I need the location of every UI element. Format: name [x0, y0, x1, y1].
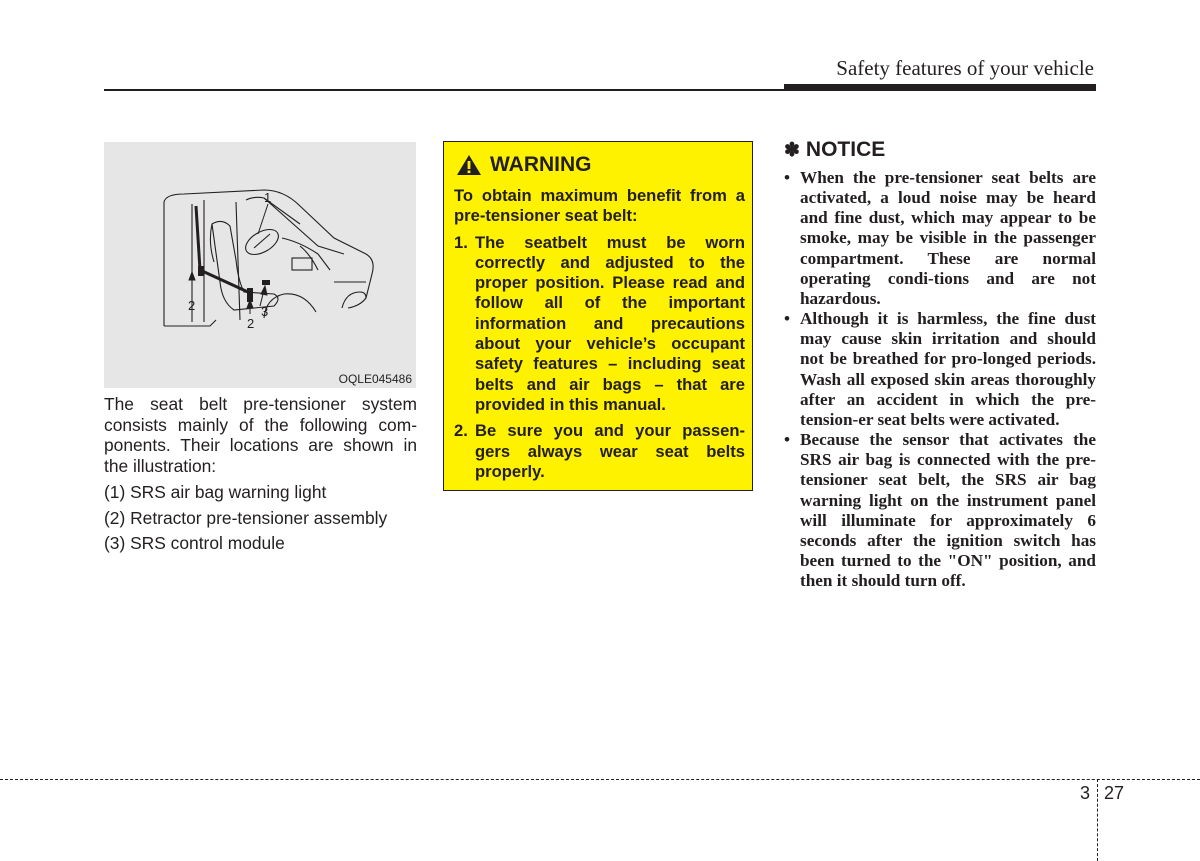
warning-intro: To obtain maximum benefit from a pre-tensioner seat belt:	[454, 186, 745, 226]
notice-list-item	[784, 309, 1096, 430]
callout-3: 3	[261, 304, 269, 319]
warning-body	[454, 186, 745, 488]
warning-box	[443, 141, 753, 491]
notice-item-text: Because the sensor that activates the SRS air bag is connected with the pre-tensioner seat belt, the SRS air bag warning light on the instrument panel will illuminate for approximately 6 seconds after the ignition switch has been turned to the "ON" position, and then it should turn off.	[800, 430, 1096, 591]
warning-item-text: Be sure you and your passen-gers always wear seat belts properly.	[475, 421, 745, 481]
warning-triangle-icon	[456, 154, 482, 176]
notice-star-icon: ✽	[784, 139, 800, 161]
page-header-title: Safety features of your vehicle	[836, 56, 1094, 80]
bullet-icon: •	[784, 309, 791, 329]
car-interior-drawing	[104, 142, 416, 388]
warning-title: WARNING	[490, 153, 592, 176]
callout-2b: 2	[247, 316, 255, 331]
figure-code: OQLE045486	[338, 372, 412, 386]
seatbelt-pretensioner-illustration	[104, 142, 416, 388]
body-text-left	[104, 394, 417, 559]
notice-item-text: When the pre-tensioner seat belts are activated, a loud noise may be heard and fine dust, which may appear to be smoke, may be visible in the passenger compartment. These are normal operating condi-tions and are not hazardous.	[800, 168, 1096, 308]
component-list-item: (1) SRS air bag warning light	[104, 482, 327, 502]
notice-heading	[784, 138, 885, 162]
srs-control-module-icon	[262, 280, 270, 285]
callout-2: 2	[188, 298, 196, 313]
bullet-icon: •	[784, 430, 791, 450]
notice-item-text: Although it is harmless, the fine dust may cause skin irritation and should not be breathed for pro-longed periods. Wash all exposed skin areas thoroughly after an accident in which the pre-tension-er seat belts were activated.	[800, 309, 1096, 429]
warning-item-number: 1.	[454, 232, 468, 252]
intro-paragraph: The seat belt pre-tensioner system consists mainly of the following com-ponents. Their locations are shown in the illustration:	[104, 394, 417, 476]
footer-divider	[0, 779, 1200, 780]
callout-1: 1	[264, 190, 272, 205]
footer-page-divider	[1097, 779, 1098, 861]
warning-header	[456, 153, 592, 177]
chapter-number: 3	[1080, 783, 1091, 803]
notice-list	[784, 168, 1096, 591]
retractor-pretensioner-icon	[198, 266, 204, 276]
warning-list-item	[454, 233, 745, 416]
notice-title: NOTICE	[805, 138, 886, 161]
bullet-icon: •	[784, 168, 791, 187]
warning-list-item	[454, 421, 745, 482]
header-rule-accent	[784, 84, 1096, 91]
warning-item-number: 2.	[454, 421, 468, 441]
notice-list-item	[784, 430, 1096, 591]
header-rule	[104, 89, 784, 91]
component-list-item: (3) SRS control module	[104, 533, 285, 553]
component-list-item: (2) Retractor pre-tensioner assembly	[104, 507, 388, 528]
warning-item-text: The seatbelt must be worn correctly and adjusted to the proper position. Please read and follow all of the important information and precautions about your vehicle’s occupant safety features – including seat belts and air bags – that are provided in this manual.	[475, 232, 745, 414]
page-number: 27	[1104, 783, 1125, 803]
notice-list-item	[784, 168, 1096, 309]
